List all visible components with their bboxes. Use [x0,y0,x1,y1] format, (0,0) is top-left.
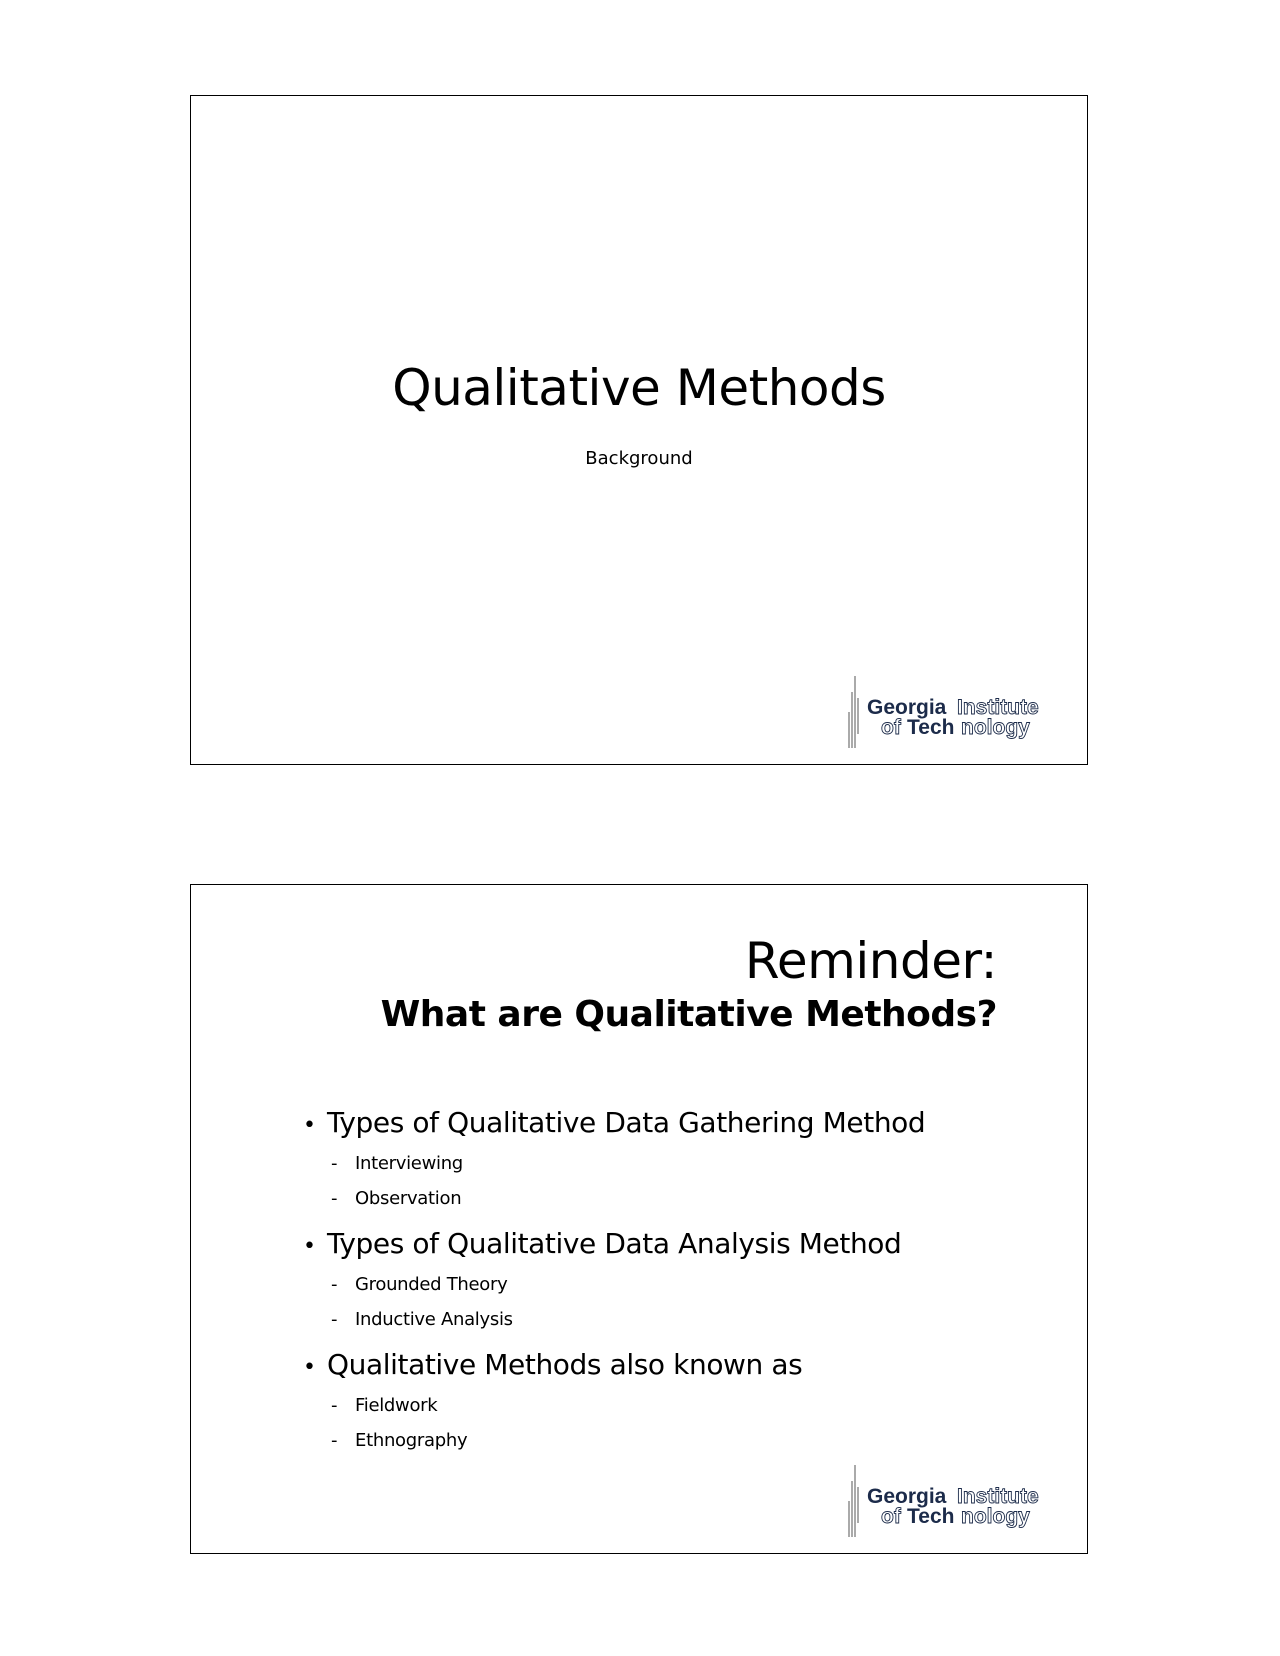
sub-bullet-item [303,1388,1023,1423]
slide-title: Reminder: [744,932,997,990]
logo-text-institute: Institute [957,1485,1039,1508]
slide-1 [190,95,1088,765]
tech-tower-icon [849,1465,858,1537]
sub-bullet-item [303,1302,1023,1337]
sub-bullet-text: Observation [355,1188,462,1209]
bullet-text: Qualitative Methods also known as [327,1348,803,1381]
bullet-marker: • [303,1113,316,1138]
sub-bullet-item [303,1146,1023,1181]
sub-bullet-marker: - [331,1430,338,1451]
sub-bullet-text: Inductive Analysis [355,1309,513,1330]
logo-text-institute: Institute [957,696,1039,719]
bullet-marker: • [303,1355,316,1380]
bullet-item [303,1226,1023,1337]
logo-text-nology: nology [961,716,1030,739]
logo-text-of: of [881,716,901,739]
bullet-item [303,1105,1023,1216]
sub-bullet-item [303,1423,1023,1458]
sub-bullet-marker: - [331,1153,338,1174]
sub-bullet-marker: - [331,1188,338,1209]
bullet-marker: • [303,1234,316,1259]
logo-text-nology: nology [961,1505,1030,1528]
georgia-tech-logo [835,672,1065,752]
sub-bullet-item [303,1181,1023,1216]
logo-text-tech: Tech [907,716,955,739]
sub-bullet-list [303,1388,1023,1458]
slide-title: Qualitative Methods [392,359,886,417]
sub-bullet-text: Ethnography [355,1430,468,1451]
logo-text-tech: Tech [907,1505,955,1528]
georgia-tech-logo [835,1461,1065,1541]
logo-text-georgia: Georgia [867,1485,947,1508]
sub-bullet-marker: - [331,1309,338,1330]
tech-tower-icon [849,676,858,748]
slide-2 [190,884,1088,1554]
sub-bullet-marker: - [331,1274,338,1295]
slide-subtitle: What are Qualitative Methods? [380,994,997,1035]
sub-bullet-item [303,1267,1023,1302]
sub-bullet-text: Fieldwork [355,1395,438,1416]
sub-bullet-text: Interviewing [355,1153,463,1174]
slide-subtitle: Background [585,448,693,469]
bullet-list [303,1105,1023,1468]
bullet-text: Types of Qualitative Data Gathering Method [327,1106,926,1139]
sub-bullet-text: Grounded Theory [355,1274,508,1295]
sub-bullet-marker: - [331,1395,338,1416]
bullet-item [303,1347,1023,1458]
bullet-text: Types of Qualitative Data Analysis Method [327,1227,902,1260]
logo-text-of: of [881,1505,901,1528]
logo-text-georgia: Georgia [867,696,947,719]
sub-bullet-list [303,1146,1023,1216]
sub-bullet-list [303,1267,1023,1337]
